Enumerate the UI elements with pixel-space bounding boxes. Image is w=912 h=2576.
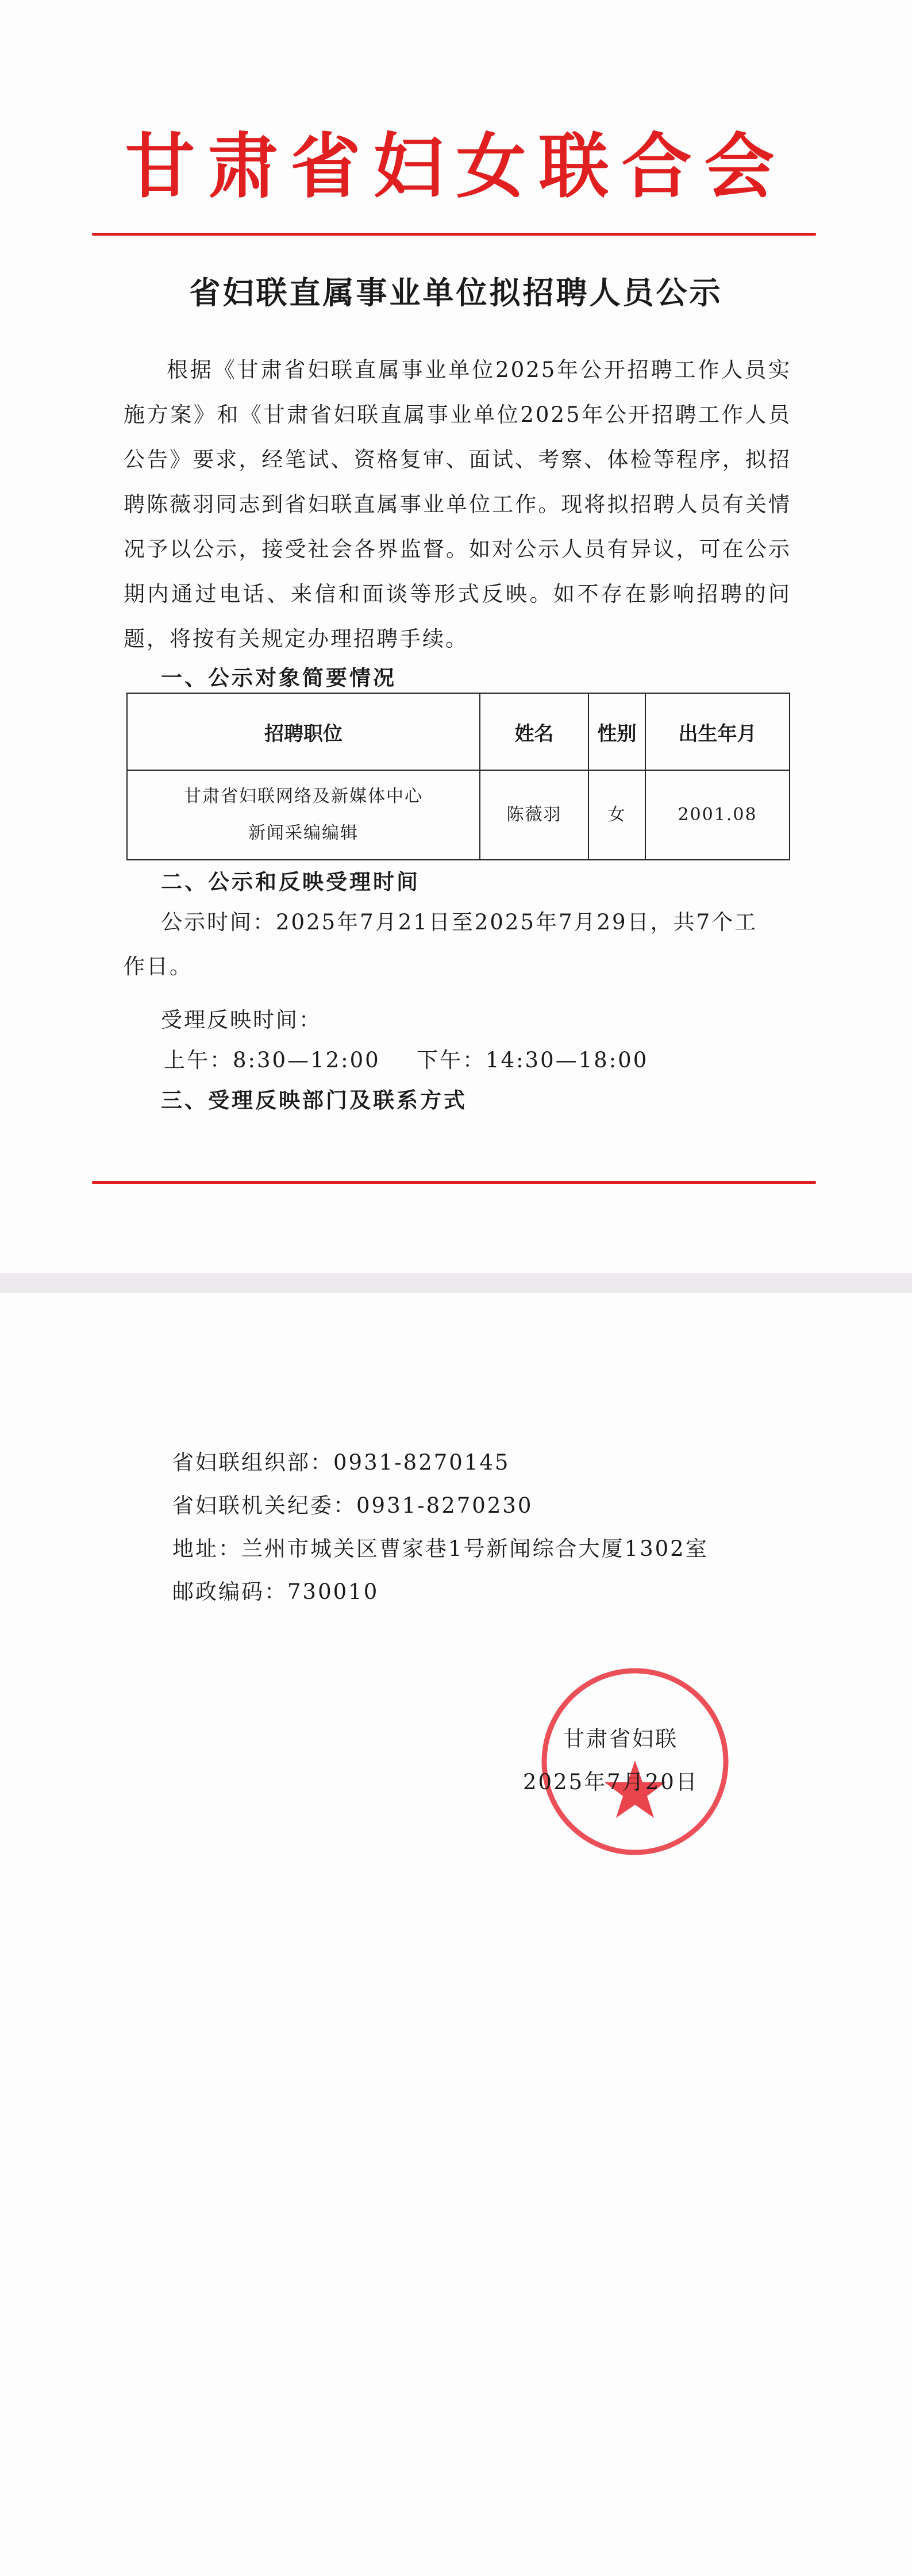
letterhead-red-rule — [92, 233, 816, 236]
document-title: 省妇联直属事业单位拟招聘人员公示 — [189, 275, 723, 311]
section-heading-3: 三、受理反映部门及联系方式 — [161, 1088, 467, 1113]
cell-gender: 女 — [588, 770, 645, 860]
contact-address: 地址：兰州市城关区曹家巷1号新闻综合大厦1302室 — [172, 1536, 709, 1561]
position-line-2: 新闻采编编辑 — [248, 823, 359, 843]
signature-org: 甘肃省妇联 — [563, 1727, 678, 1751]
position-line-1: 甘肃省妇联网络及新媒体中心 — [184, 786, 423, 806]
cell-birth: 2001.08 — [645, 770, 790, 860]
table-row — [127, 770, 790, 860]
publicity-time-line-1: 公示时间：2025年7月21日至2025年7月29日，共7个工 — [161, 910, 758, 935]
header-gender: 性别 — [588, 693, 645, 770]
section-heading-1: 一、公示对象简要情况 — [161, 666, 397, 690]
contact-discipline: 省妇联机关纪委：0931-8270230 — [172, 1493, 533, 1518]
morning-hours: 上午：8:30—12:00 — [164, 1048, 380, 1072]
intro-paragraph: 根据《甘肃省妇联直属事业单位2025年公开招聘工作人员实施方案》和《甘肃省妇联直属事业单位2025年公开招聘工作人员公告》要求，经笔试、资格复审、面试、考察、体检等程序，拟招聘陈薇羽同志到省妇联直属事业单位工作。现将拟招聘人员有关情况予以公示，接受社会各界监督。如对公示人员有异议，可在公示期内通过电话、来信和面谈等形式反映。如不存在影响招聘的问题，将按有关规定办理招聘手续。 — [124, 357, 791, 651]
header-birth: 出生年月 — [645, 693, 790, 770]
page-2 — [0, 1293, 912, 2576]
header-name: 姓名 — [480, 693, 588, 770]
afternoon-hours: 下午：14:30—18:00 — [417, 1048, 649, 1072]
contact-postcode: 邮政编码：730010 — [172, 1579, 379, 1604]
page-gap — [0, 1273, 912, 1293]
cell-position — [127, 770, 480, 860]
cell-name: 陈薇羽 — [480, 770, 588, 860]
acceptance-time-label: 受理反映时间： — [161, 1008, 322, 1032]
page-1 — [0, 0, 912, 1273]
candidate-table — [126, 693, 790, 860]
header-position: 招聘职位 — [127, 693, 480, 770]
table-header-row — [127, 693, 790, 770]
contact-org-dept: 省妇联组织部：0931-8270145 — [172, 1450, 510, 1475]
official-seal — [537, 1664, 733, 1859]
letterhead-title: 甘肃省妇女联合会 — [125, 126, 787, 207]
publicity-time-line-2: 作日。 — [124, 954, 193, 979]
section-heading-2: 二、公示和反映受理时间 — [161, 870, 420, 894]
footer-red-rule — [92, 1181, 816, 1184]
signature-date: 2025年7月20日 — [523, 1770, 699, 1794]
